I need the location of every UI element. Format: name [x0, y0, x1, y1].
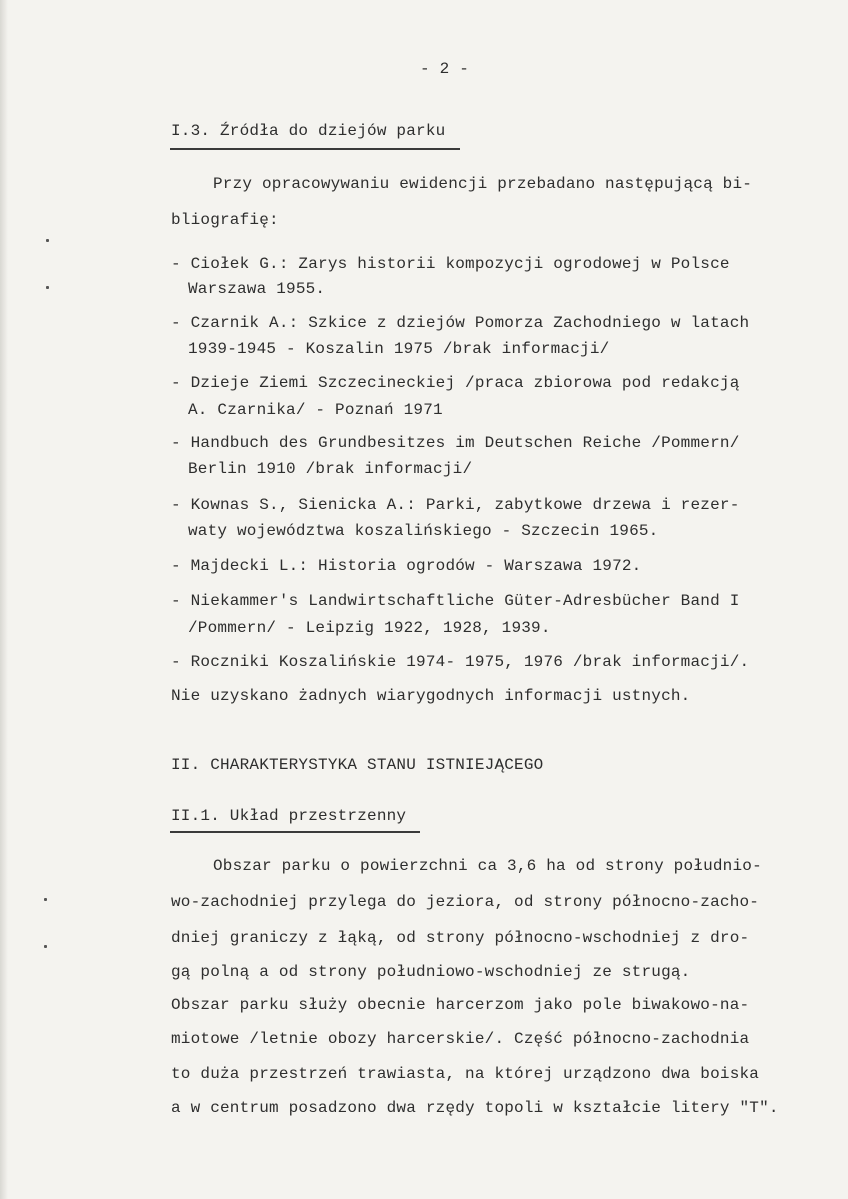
- bib-item-2-line-2: 1939-1945 - Koszalin 1975 /brak informacji/: [188, 340, 610, 358]
- subheading-underline: [170, 831, 420, 833]
- bib-item-4-line-2: Berlin 1910 /brak informacji/: [188, 460, 473, 478]
- bib-item-3-line-1: - Dzieje Ziemi Szczecineckiej /praca zbiorowa pod redakcją: [171, 374, 740, 392]
- section-heading-2: II. CHARAKTERYSTYKA STANU ISTNIEJĄCEGO: [171, 756, 544, 774]
- bib-item-1-line-2: Warszawa 1955.: [188, 280, 326, 298]
- bib-item-3-line-2: A. Czarnika/ - Poznań 1971: [188, 401, 443, 419]
- bib-item-6-line-1: - Majdecki L.: Historia ogrodów - Warszawa 1972.: [171, 557, 642, 575]
- bib-item-5-line-2: waty województwa koszalińskiego - Szczecin 1965.: [188, 522, 659, 540]
- paragraph-line-7: to duża przestrzeń trawiasta, na której urządzono dwa boiska: [171, 1065, 760, 1083]
- subsection-heading-2-1: II.1. Układ przestrzenny: [171, 807, 407, 825]
- paragraph-line-6: miotowe /letnie obozy harcerskie/. Część północno-zachodnia: [171, 1030, 750, 1048]
- intro-line-1: Przy opracowywaniu ewidencji przebadano następującą bi-: [213, 175, 753, 193]
- paragraph-line-2: wo-zachodniej przylega do jeziora, od strony północno-zacho-: [171, 893, 760, 911]
- paragraph-line-8: a w centrum posadzono dwa rzędy topoli w kształcie litery "T".: [171, 1099, 779, 1117]
- paragraph-line-1: Obszar parku o powierzchni ca 3,6 ha od strony południo-: [213, 857, 762, 875]
- heading-underline: [170, 148, 460, 150]
- bib-item-4-line-1: - Handbuch des Grundbesitzes im Deutschen Reiche /Pommern/: [171, 434, 740, 452]
- margin-speck: [44, 898, 47, 901]
- bib-item-7-line-1: - Niekammer's Landwirtschaftliche Güter-Adresbücher Band I: [171, 592, 740, 610]
- paragraph-line-5: Obszar parku służy obecnie harcerzom jako pole biwakowo-na-: [171, 996, 750, 1014]
- margin-speck: [46, 239, 49, 242]
- bib-item-8-line-1: - Roczniki Koszalińskie 1974- 1975, 1976 /brak informacji/.: [171, 653, 750, 671]
- scan-edge-shadow: [0, 0, 8, 1199]
- page-number: - 2 -: [420, 60, 470, 78]
- intro-line-2: bliografię:: [171, 211, 279, 229]
- section-heading-1-3: I.3. Źródła do dziejów parku: [171, 122, 446, 140]
- bib-item-2-line-1: - Czarnik A.: Szkice z dziejów Pomorza Zachodniego w latach: [171, 314, 750, 332]
- margin-speck: [44, 945, 47, 948]
- bib-item-1-line-1: - Ciołek G.: Zarys historii kompozycji ogrodowej w Polsce: [171, 255, 730, 273]
- paragraph-line-3: dniej graniczy z łąką, od strony północno-wschodniej z dro-: [171, 929, 750, 947]
- bib-item-7-line-2: /Pommern/ - Leipzig 1922, 1928, 1939.: [188, 619, 551, 637]
- bib-item-5-line-1: - Kownas S., Sienicka A.: Parki, zabytkowe drzewa i rezer-: [171, 496, 740, 514]
- paragraph-line-4: gą polną a od strony południowo-wschodniej ze strugą.: [171, 963, 691, 981]
- closing-note: Nie uzyskano żadnych wiarygodnych informacji ustnych.: [171, 687, 691, 705]
- margin-speck: [46, 286, 49, 289]
